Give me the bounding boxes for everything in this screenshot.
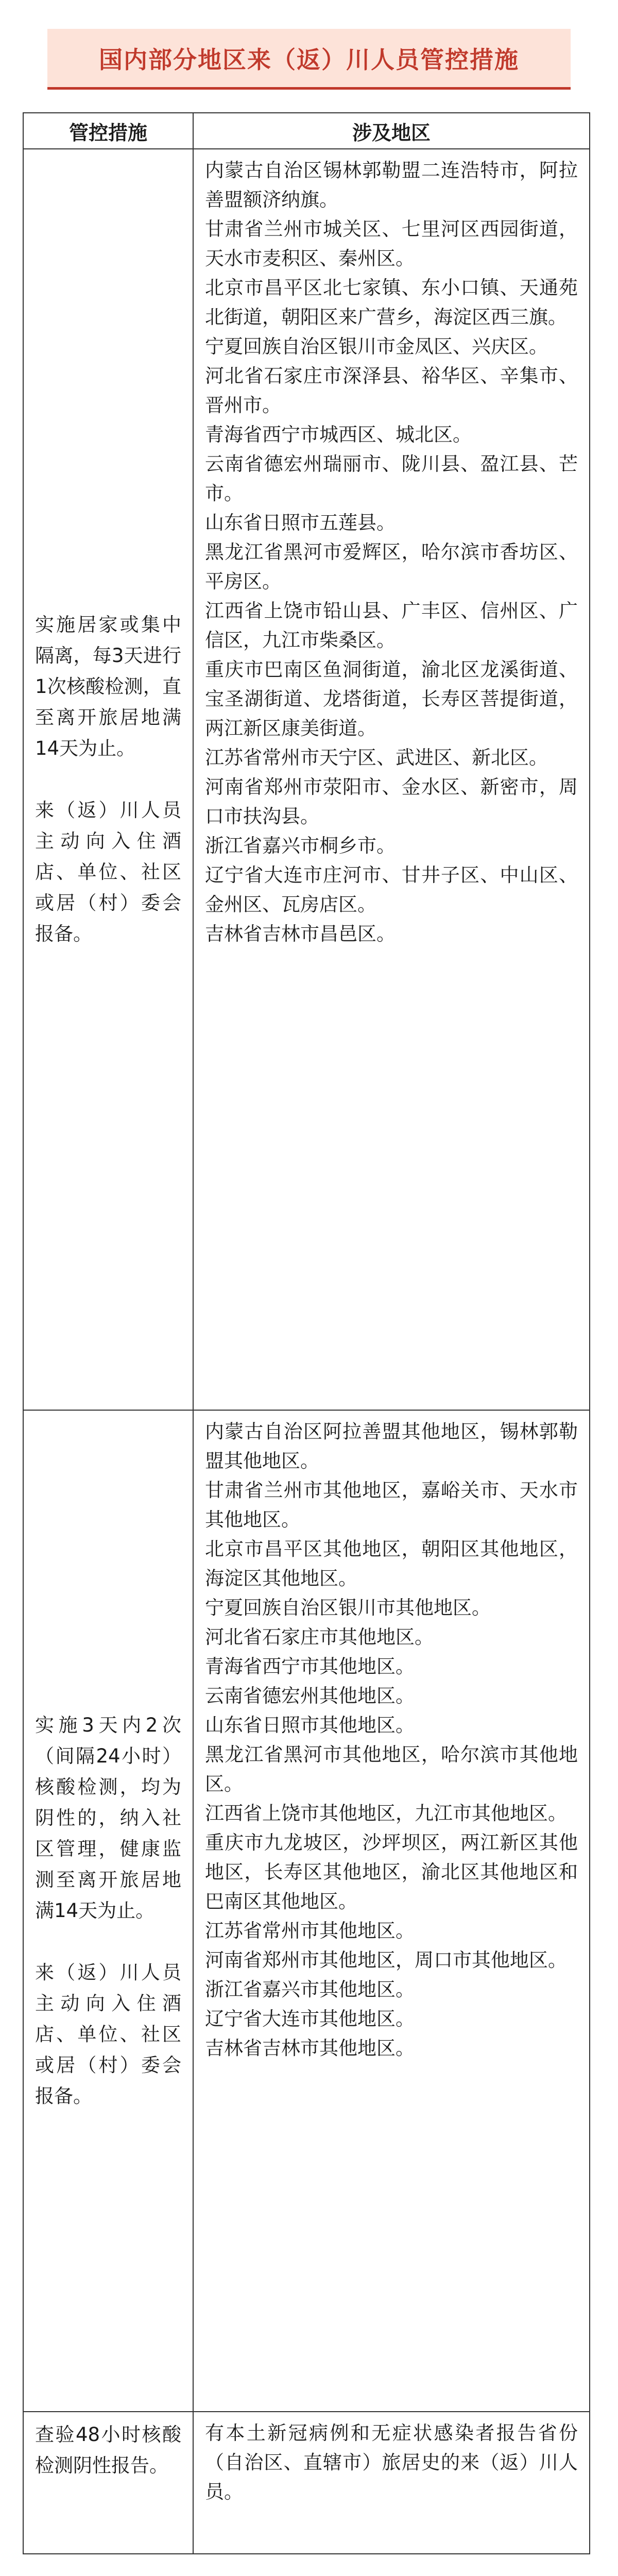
region-text: 河北省石家庄市其他地区。: [205, 1626, 434, 1648]
measure-cell: [23, 2412, 193, 2554]
region-text: 江苏省常州市天宁区、武进区、新北区。: [205, 747, 548, 769]
header-measures: 管控措施: [23, 113, 193, 149]
region-text: 北京市昌平区北七家镇、东小口镇、天通苑北街道，朝阳区来广营乡，海淀区西三旗。: [205, 277, 578, 328]
region-text: 内蒙古自治区锡林郭勒盟二连浩特市，阿拉善盟额济纳旗。: [205, 159, 578, 211]
measure-text: 实施居家或集中隔离，每3天进行1次核酸检测，直至离开旅居地满14天为止。: [35, 614, 181, 759]
measure-text: 查验48小时核酸检测阴性报告。: [35, 2424, 181, 2477]
region-text: 吉林省吉林市其他地区。: [205, 2037, 415, 2059]
measure-text: 来（返）川人员主动向入住酒店、单位、社区或居（村）委会报备。: [35, 799, 181, 945]
region-cell: [193, 2412, 590, 2554]
region-text: 甘肃省兰州市其他地区，嘉峪关市、天水市其他地区。: [205, 1479, 578, 1531]
region-text: 江西省上饶市其他地区，九江市其他地区。: [205, 1802, 567, 1824]
region-text: 云南省德宏州其他地区。: [205, 1685, 415, 1707]
region-text: 黑龙江省黑河市爱辉区，哈尔滨市香坊区、平房区。: [205, 541, 578, 592]
table-row: [23, 1410, 590, 2412]
region-text: 江西省上饶市铅山县、广丰区、信州区、广信区，九江市柴桑区。: [205, 600, 578, 651]
region-text: 重庆市巴南区鱼洞街道，渝北区龙溪街道、宝圣湖街道、龙塔街道，长寿区菩提街道，两江新区康美街道。: [205, 658, 578, 739]
control-measures-table-wrap: [23, 112, 589, 2554]
control-measures-table: [23, 112, 590, 2554]
region-text: 吉林省吉林市昌邑区。: [205, 923, 396, 945]
measure-text: 实施3天内2次（间隔24小时）核酸检测，均为阴性的，纳入社区管理，健康监测至离开旅居地满14天为止。: [35, 1714, 181, 1922]
region-text: 江苏省常州市其他地区。: [205, 1920, 415, 1942]
region-text: 河南省郑州市荥阳市、金水区、新密市，周口市扶沟县。: [205, 776, 578, 827]
region-text: 青海省西宁市其他地区。: [205, 1655, 415, 1677]
region-text: 黑龙江省黑河市其他地区，哈尔滨市其他地区。: [205, 1743, 578, 1795]
header-regions: 涉及地区: [193, 113, 590, 149]
measure-text: 来（返）川人员主动向入住酒店、单位、社区或居（村）委会报备。: [35, 1961, 181, 2107]
region-text: 北京市昌平区其他地区，朝阳区其他地区，海淀区其他地区。: [205, 1538, 578, 1589]
region-text: 宁夏回族自治区银川市其他地区。: [205, 1597, 491, 1619]
region-cell: [193, 149, 590, 1410]
region-text: 重庆市九龙坡区，沙坪坝区，两江新区其他地区，长寿区其他地区，渝北区其他地区和巴南区其他地区。: [205, 1832, 578, 1912]
region-text: 山东省日照市五莲县。: [205, 512, 396, 534]
title-banner: [47, 29, 571, 90]
table-header-row: [23, 113, 590, 149]
region-text: 云南省德宏州瑞丽市、陇川县、盈江县、芒市。: [205, 453, 578, 504]
region-text: 山东省日照市其他地区。: [205, 1714, 415, 1736]
region-text: 宁夏回族自治区银川市金凤区、兴庆区。: [205, 335, 548, 358]
region-text: 青海省西宁市城西区、城北区。: [205, 423, 472, 446]
region-text: 河南省郑州市其他地区，周口市其他地区。: [205, 1949, 567, 1971]
region-text: 有本土新冠病例和无症状感染者报告省份（自治区、直辖市）旅居史的来（返）川人员。: [205, 2422, 578, 2503]
measure-cell: [23, 1410, 193, 2412]
region-text: 内蒙古自治区阿拉善盟其他地区，锡林郭勒盟其他地区。: [205, 1420, 578, 1472]
region-text: 甘肃省兰州市城关区、七里河区西园街道，天水市麦积区、秦州区。: [205, 218, 578, 269]
region-text: 浙江省嘉兴市其他地区。: [205, 1978, 415, 2001]
measure-cell: [23, 149, 193, 1410]
region-text: 辽宁省大连市庄河市、甘井子区、中山区、金州区、瓦房店区。: [205, 864, 578, 916]
region-text: 浙江省嘉兴市桐乡市。: [205, 835, 396, 857]
table-row: [23, 2412, 590, 2554]
region-text: 河北省石家庄市深泽县、裕华区、辛集市、晋州市。: [205, 365, 578, 416]
page-title: 国内部分地区来（返）川人员管控措施: [99, 45, 519, 74]
region-cell: [193, 1410, 590, 2412]
region-text: 辽宁省大连市其他地区。: [205, 2008, 415, 2030]
table-row: [23, 149, 590, 1410]
